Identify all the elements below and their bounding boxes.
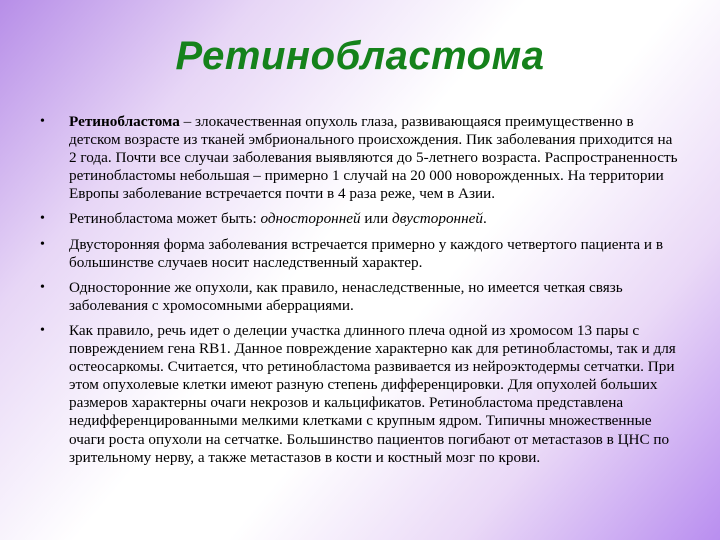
bullet-icon: • — [40, 322, 45, 338]
definition-term: Ретинобластома — [69, 113, 180, 130]
types-text-before: Ретинобластома может быть: — [69, 210, 261, 228]
bullet-icon: • — [40, 114, 45, 129]
bullet-icon: • — [40, 236, 45, 252]
pathogenesis-text: Как правило, речь идет о делеции участка длинного плеча одной из хромосом 13 пары с повреждением гена RB1. Данное повреждение характерно как для ретинобластомы, так и для остеосаркомы. Считается, что ретинобластома развивается из нейроэктодермы сетчатки. При этом опухолевые клетки имеют разную степень дифференцировки. Для опухолей больших размеров характерны очаги некрозов и кальцификатов. Ретинобластома представлена недифференцированными мелкими клетками с крупным ядром. Типичны множественные очаги роста опухоли на сетчатке. Большинство пациентов погибают от метастазов в ЦНС по зрительному нерву, а также метастазов в кости и костный мозг по крови. — [69, 321, 676, 466]
bullet-item-pathogenesis — [40, 322, 680, 467]
bullet-icon: • — [40, 211, 45, 227]
types-text-middle: или — [360, 210, 393, 228]
types-unilateral: односторонней — [260, 210, 361, 228]
types-text-after: . — [482, 210, 487, 228]
bullet-list — [40, 113, 680, 474]
types-bilateral: двусторонней — [392, 210, 483, 228]
bullet-icon: • — [40, 279, 45, 295]
slide-title: Ретинобластома — [175, 34, 545, 78]
bullet-item-types — [40, 210, 680, 228]
unilateral-tumors-text: Односторонние же опухоли, как правило, ненаследственные, но имеется четкая связь заболевания с хромосомными аберрациями. — [69, 278, 623, 314]
bullet-item-bilateral-form — [40, 236, 680, 272]
bilateral-form-text: Двусторонняя форма заболевания встречается примерно у каждого четвертого пациента и в большинстве случаев носит наследственный характер. — [69, 235, 664, 271]
bullet-item-definition — [40, 113, 680, 203]
bullet-item-unilateral-tumors — [40, 279, 680, 315]
definition-text: – злокачественная опухоль глаза, развивающаяся преимущественно в детском возрасте из тканей эмбрионального происхождения. Пик заболевания приходится на 2 года. Почти все случаи заболевания выявляются до 5-летнего возраста. Распространенность ретинобластомы небольшая – примерно 1 случай на 20 000 новорожденных. На территории Европы заболевание встречается почти в 4 раза реже, чем в Азии. — [69, 113, 678, 203]
